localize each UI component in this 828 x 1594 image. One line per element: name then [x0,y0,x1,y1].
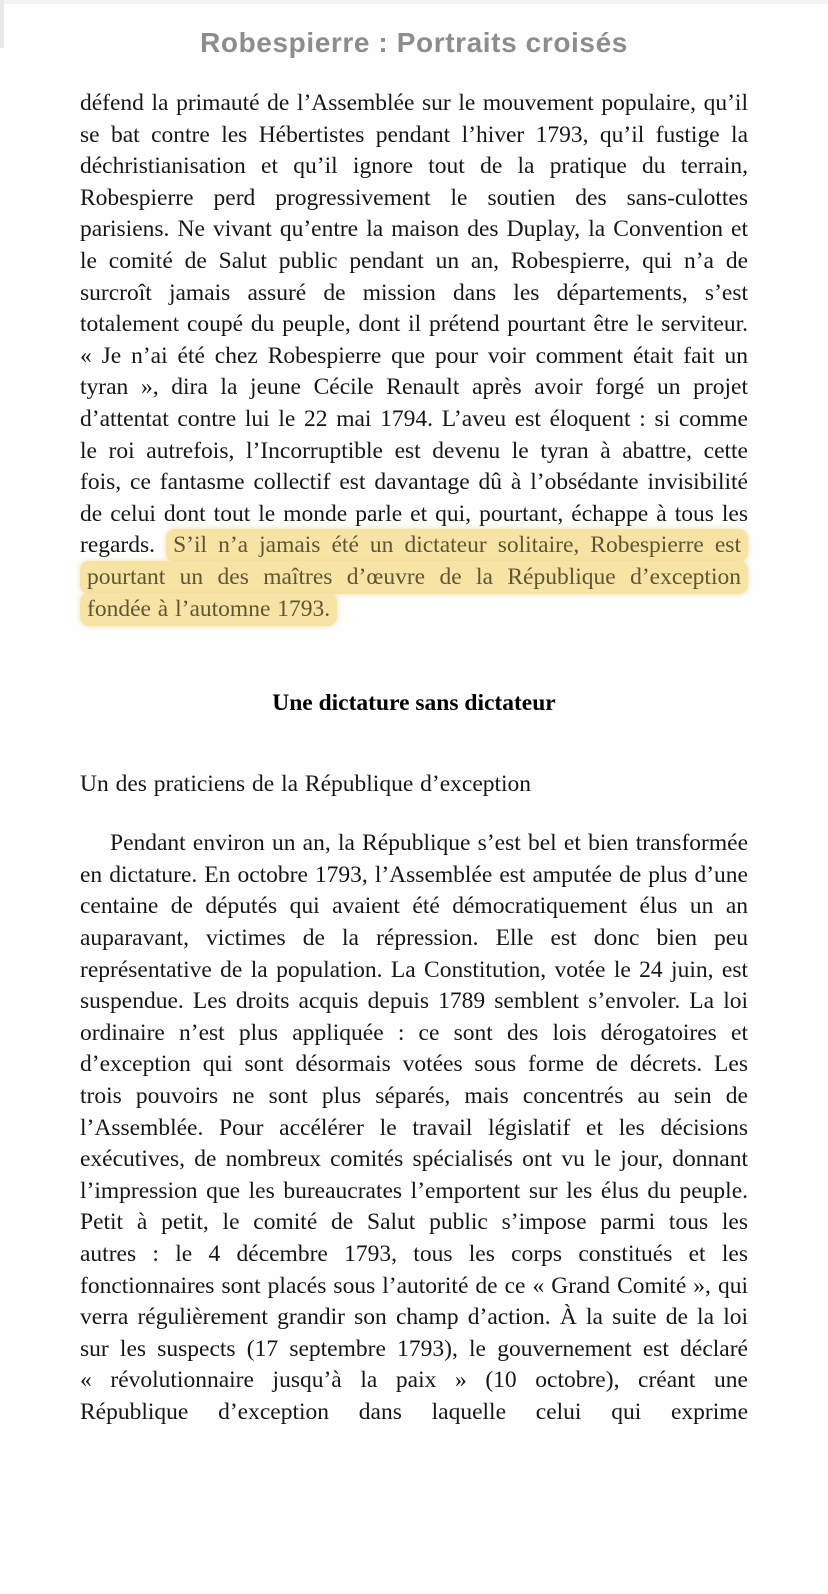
page-corner-artifact [0,0,4,48]
page-content [0,88,828,1429]
page-top-edge-artifact [0,0,828,4]
section-heading: Une dictature sans dictateur [272,690,556,717]
book-title: Robespierre : Portraits croisés [200,27,628,58]
subsection-heading: Un des praticiens de la République d’exception [80,770,532,797]
page-header [0,26,828,60]
highlighted-passage[interactable]: S’il n’a jamais été un dictateur solitaire, Robespierre est pourtant un des maîtres d’œuvre de la République d’exception fondée à l’automne 1793. [80,529,748,625]
paragraph-1 [80,88,748,625]
paragraph-2: Pendant environ un an, la République s’est bel et bien transformée en dictature. En octobre 1793, l’Assemblée est amputée de plus d’une centaine de députés qui avaient été démocratiquement élus un an auparavant, victimes de la répression. Elle est donc bien peu représentative de la population. La Constitution, votée le 24 juin, est suspendue. Les droits acquis depuis 1789 semblent s’envoler. La loi ordinaire n’est plus appliquée : ce sont des lois dérogatoires et d’exception qui sont désormais votées sous forme de décrets. Les trois pouvoirs ne sont plus séparés, mais concentrés au sein de l’Assemblée. Pour accélérer le travail législatif et les décisions exécutives, de nombreux comités spécialisés ont vu le jour, donnant l’impression que les bureaucrates l’emportent sur les élus du peuple. Petit à petit, le comité de Salut public s’impose parmi tous les autres : le 4 décembre 1793, tous les corps constitués et les fonctionnaires sont placés sous l’autorité de ce « Grand Comité », qui verra régulièrement grandir son champ d’action. À la suite de la loi sur les suspects (17 septembre 1793), le gouvernement est déclaré « révolutionnaire jusqu’à la paix » (10 octobre), créant une République d’exception dans laquelle celui qui exprime [80,830,748,1425]
paragraph-1-text: défend la primauté de l’Assemblée sur le mouvement populaire, qu’il se bat contre les Hébertistes pendant l’hiver 1793, qu’il fustige la déchristianisation et qu’il ignore tout de la pratique du terrain, Robespierre perd progressivement le soutien des sans-culottes parisiens. Ne vivant qu’entre la maison des Duplay, la Convention et le comité de Salut public pendant un an, Robespierre, qui n’a de surcroît jamais assuré de mission dans les départements, s’est totalement coupé du peuple, dont il prétend pourtant être le serviteur. « Je n’ai été chez Robespierre que pour voir comment était fait un tyran », dira la jeune Cécile Renault après avoir forgé un projet d’attentat contre lui le 22 mai 1794. L’aveu est éloquent : si comme le roi autrefois, l’Incorruptible est devenu le tyran à abattre, cette fois, ce fantasme collectif est davantage dû à l’obsédante invisibilité de celui dont tout le monde parle et qui, pourtant, échappe à tous les regards. [80,90,748,559]
